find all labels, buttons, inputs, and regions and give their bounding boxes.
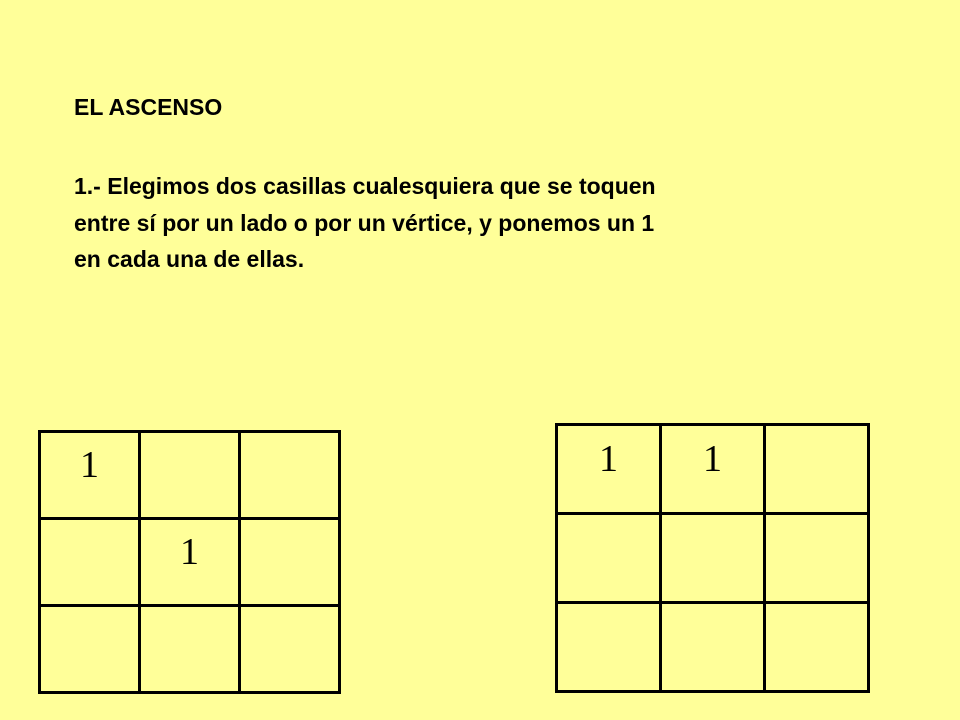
grid-row bbox=[40, 432, 340, 519]
grid-cell bbox=[240, 606, 340, 693]
cell-value: 1 bbox=[80, 444, 99, 486]
grid-example-left bbox=[38, 430, 341, 694]
grid-cell bbox=[557, 425, 661, 514]
cell-value: 1 bbox=[180, 531, 199, 573]
grid-cell bbox=[40, 519, 140, 606]
grid-cell bbox=[240, 519, 340, 606]
grid-cell bbox=[661, 425, 765, 514]
grid-cell bbox=[765, 603, 869, 692]
slide-title: EL ASCENSO bbox=[74, 94, 223, 120]
instruction-paragraph bbox=[74, 168, 904, 278]
grid-cell bbox=[661, 603, 765, 692]
grid-cell bbox=[765, 425, 869, 514]
instruction-line: 1.- Elegimos dos casillas cualesquiera que se toquen bbox=[74, 173, 656, 199]
grid-cell bbox=[765, 514, 869, 603]
grid-cell bbox=[557, 603, 661, 692]
instruction-line: entre sí por un lado o por un vértice, y ponemos un 1 bbox=[74, 209, 655, 236]
grid-row bbox=[557, 514, 869, 603]
instruction-line: en cada una de ellas. bbox=[74, 246, 305, 272]
grid-cell bbox=[140, 432, 240, 519]
cell-value: 1 bbox=[599, 438, 618, 480]
grid-cell bbox=[140, 606, 240, 693]
grid-example-right bbox=[555, 423, 870, 693]
grid-cell bbox=[140, 519, 240, 606]
grid-cell bbox=[40, 606, 140, 693]
grid-row bbox=[557, 603, 869, 692]
cell-value: 1 bbox=[703, 438, 722, 480]
grid-cell bbox=[661, 514, 765, 603]
grid-row bbox=[40, 519, 340, 606]
grid-cell bbox=[240, 432, 340, 519]
grid-row bbox=[40, 606, 340, 693]
grid-row bbox=[557, 425, 869, 514]
grid-cell bbox=[557, 514, 661, 603]
grid-cell bbox=[40, 432, 140, 519]
